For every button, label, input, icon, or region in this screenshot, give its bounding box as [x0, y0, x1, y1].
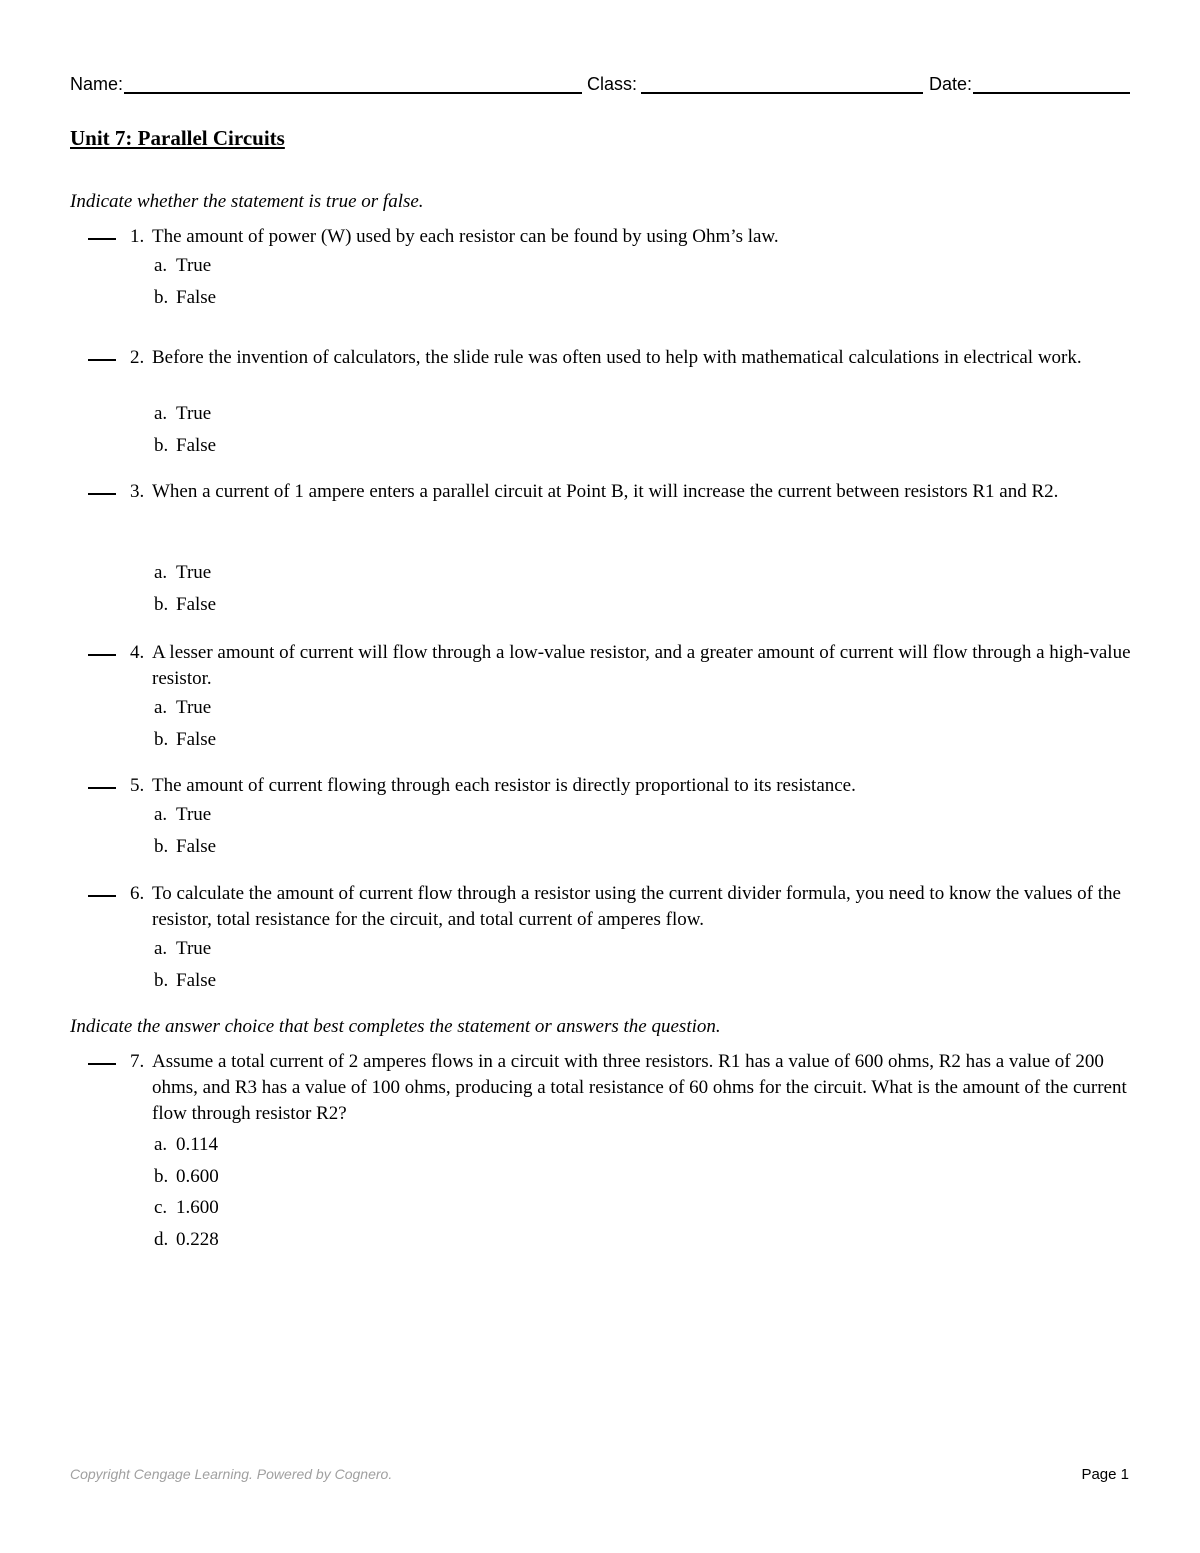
choice-letter: b. — [154, 435, 169, 456]
choice-text: True — [176, 403, 212, 424]
question-number: 7. — [130, 1051, 145, 1072]
choice-letter: b. — [154, 287, 169, 308]
question-text: Before the invention of calculators, the slide rule was often used to help with mathematical calculations in electrical work. — [152, 347, 1082, 368]
section-instruction-multiple-choice: Indicate the answer choice that best completes the statement or answers the question. — [70, 1016, 721, 1037]
date-label: Date: — [929, 74, 973, 94]
choice-letter: a. — [154, 403, 168, 424]
choice-text: False — [176, 435, 217, 456]
section-instruction-true-false: Indicate whether the statement is true or false. — [70, 191, 424, 212]
choice-text: 1.600 — [176, 1197, 219, 1218]
choice-letter: b. — [154, 970, 169, 991]
choice-text: False — [176, 970, 217, 991]
question-1 — [88, 224, 1133, 314]
name-label: Name: — [70, 74, 124, 94]
question-7 — [88, 1049, 1133, 1259]
question-3 — [88, 479, 1133, 619]
choice-letter: d. — [154, 1229, 169, 1250]
question-text: A lesser amount of current will flow through a low-value resistor, and a greater amount of current will flow through a high-value resistor. — [152, 642, 1131, 689]
choice-text: 0.114 — [176, 1134, 219, 1155]
choice-b — [154, 968, 216, 994]
choice-letter: a. — [154, 804, 168, 825]
choice-letter: a. — [154, 255, 168, 276]
question-text: The amount of power (W) used by each resistor can be found by using Ohm’s law. — [152, 226, 779, 247]
choice-a — [154, 936, 211, 962]
answer-blank[interactable] — [88, 787, 116, 789]
question-4 — [88, 640, 1133, 756]
class-label: Class: — [587, 74, 638, 94]
answer-blank[interactable] — [88, 493, 116, 495]
choice-a — [154, 1132, 218, 1158]
choice-b — [154, 1164, 219, 1190]
choice-text: True — [176, 562, 212, 583]
choice-a — [154, 401, 211, 427]
answer-blank[interactable] — [88, 654, 116, 656]
question-text: When a current of 1 ampere enters a parallel circuit at Point B, it will increase the current between resistors R1 and R2. — [152, 481, 1059, 502]
question-number: 5. — [130, 775, 145, 796]
choice-b — [154, 285, 216, 311]
question-2 — [88, 345, 1133, 461]
choice-letter: a. — [154, 562, 168, 583]
page-title: Unit 7: Parallel Circuits — [70, 126, 285, 150]
choice-letter: b. — [154, 594, 169, 615]
choice-letter: c. — [154, 1197, 168, 1218]
choice-letter: a. — [154, 1134, 168, 1155]
question-number: 6. — [130, 883, 145, 904]
choice-letter: a. — [154, 938, 168, 959]
question-number: 4. — [130, 642, 145, 663]
choice-text: 0.600 — [176, 1166, 219, 1187]
answer-blank[interactable] — [88, 1063, 116, 1065]
choice-a — [154, 560, 211, 586]
choice-letter: b. — [154, 1166, 169, 1187]
question-number: 1. — [130, 226, 145, 247]
question-text: Assume a total current of 2 amperes flows in a circuit with three resistors. R1 has a value of 600 ohms, R2 has a value of 200 ohms, and R3 has a value of 100 ohms, producing a total resistance of 60 ohms for the circuit. What is the amount of the current flow through resistor R2? — [152, 1051, 1127, 1124]
choice-letter: a. — [154, 697, 168, 718]
question-number: 2. — [130, 347, 145, 368]
choice-c — [154, 1195, 219, 1221]
page-number: Page 1 — [1081, 1466, 1129, 1483]
choice-d — [154, 1227, 219, 1253]
choice-text: True — [176, 697, 212, 718]
question-text: To calculate the amount of current flow through a resistor using the current divider formula, you need to know the values of the resistor, total resistance for the circuit, and total current of amperes flow. — [152, 883, 1121, 930]
choice-text: True — [176, 804, 212, 825]
answer-blank[interactable] — [88, 238, 116, 240]
class-field[interactable] — [641, 92, 923, 94]
choice-text: False — [176, 287, 217, 308]
choice-text: True — [176, 938, 212, 959]
choice-a — [154, 695, 211, 721]
question-number: 3. — [130, 481, 145, 502]
choice-a — [154, 253, 211, 279]
student-info-header — [70, 72, 1130, 96]
choice-letter: b. — [154, 836, 169, 857]
question-5 — [88, 773, 1133, 863]
choice-text: False — [176, 729, 217, 750]
date-field[interactable] — [973, 92, 1130, 94]
copyright-footer: Copyright Cengage Learning. Powered by Cognero. — [70, 1466, 393, 1482]
choice-text: False — [176, 594, 217, 615]
choice-text: True — [176, 255, 212, 276]
choice-text: 0.228 — [176, 1229, 219, 1250]
answer-blank[interactable] — [88, 895, 116, 897]
question-text: The amount of current flowing through each resistor is directly proportional to its resistance. — [152, 775, 856, 796]
choice-letter: b. — [154, 729, 169, 750]
choice-text: False — [176, 836, 217, 857]
choice-b — [154, 727, 216, 753]
choice-b — [154, 592, 216, 618]
question-6 — [88, 881, 1133, 997]
choice-a — [154, 802, 211, 828]
answer-blank[interactable] — [88, 359, 116, 361]
choice-b — [154, 433, 216, 459]
choice-b — [154, 834, 216, 860]
name-field[interactable] — [124, 92, 582, 94]
